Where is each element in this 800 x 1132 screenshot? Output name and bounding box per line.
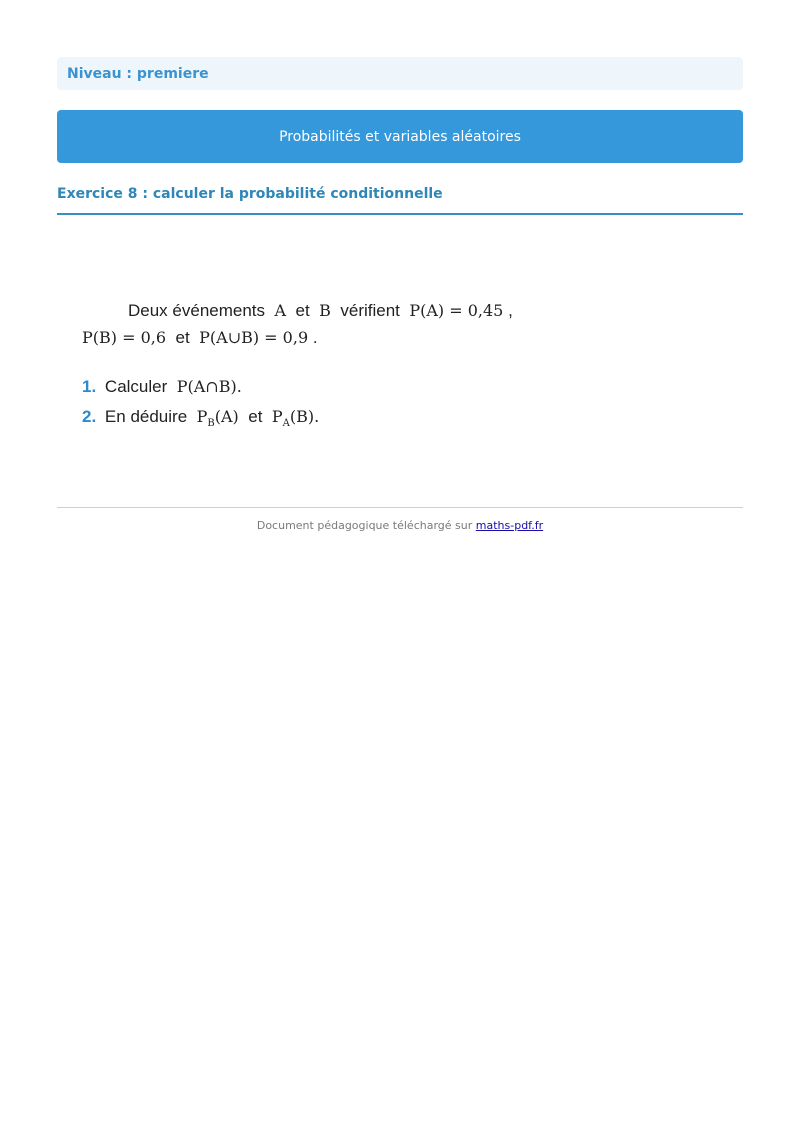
exercise-statement bbox=[82, 298, 602, 432]
footer-text: Document pédagogique téléchargé sur bbox=[256, 519, 473, 532]
event-a: A bbox=[274, 301, 287, 320]
intro-text: Deux événements bbox=[128, 301, 266, 320]
statement-line-2: P(B) = 0,6 et P(A∪B) = 0,9 . bbox=[82, 328, 318, 347]
question-2-text: En déduire bbox=[104, 407, 188, 426]
question-1-text: Calculer bbox=[104, 377, 168, 396]
footer-divider bbox=[57, 507, 743, 508]
pa-b-symbol: $P_A(B)$. bbox=[271, 407, 320, 429]
question-1-number: 1. bbox=[82, 377, 97, 396]
pb-equation: P(B) = 0,6 bbox=[82, 328, 167, 347]
et-text-2: et bbox=[175, 328, 190, 347]
et-text: et bbox=[295, 301, 310, 320]
niveau-box bbox=[57, 57, 743, 90]
pb-a-symbol: $P_B(A)$ bbox=[196, 407, 239, 429]
question-1-math: P(A∩B). bbox=[176, 377, 242, 396]
pa-equation: P(A) = 0,45 bbox=[409, 301, 504, 320]
footer bbox=[57, 519, 743, 532]
chapter-banner bbox=[57, 110, 743, 163]
footer-link[interactable]: maths-pdf.fr bbox=[475, 519, 544, 532]
niveau-label: Niveau : premiere bbox=[67, 65, 209, 82]
union-equation: P(A∪B) = 0,9 bbox=[199, 328, 309, 347]
question-1 bbox=[82, 372, 602, 402]
exercise-title-text: Exercice 8 : calculer la probabilité conditionnelle bbox=[57, 186, 443, 202]
question-2 bbox=[82, 402, 602, 432]
question-2-et: et bbox=[248, 407, 263, 426]
question-2-number: 2. bbox=[82, 407, 97, 426]
verifient-text: vérifient bbox=[340, 301, 400, 320]
banner-title: Probabilités et variables aléatoires bbox=[279, 128, 521, 145]
statement-line-1: Deux événements A et B vérifient P(A) = 0,45 , bbox=[128, 301, 513, 320]
exercise-title bbox=[57, 186, 743, 215]
event-b: B bbox=[319, 301, 331, 320]
